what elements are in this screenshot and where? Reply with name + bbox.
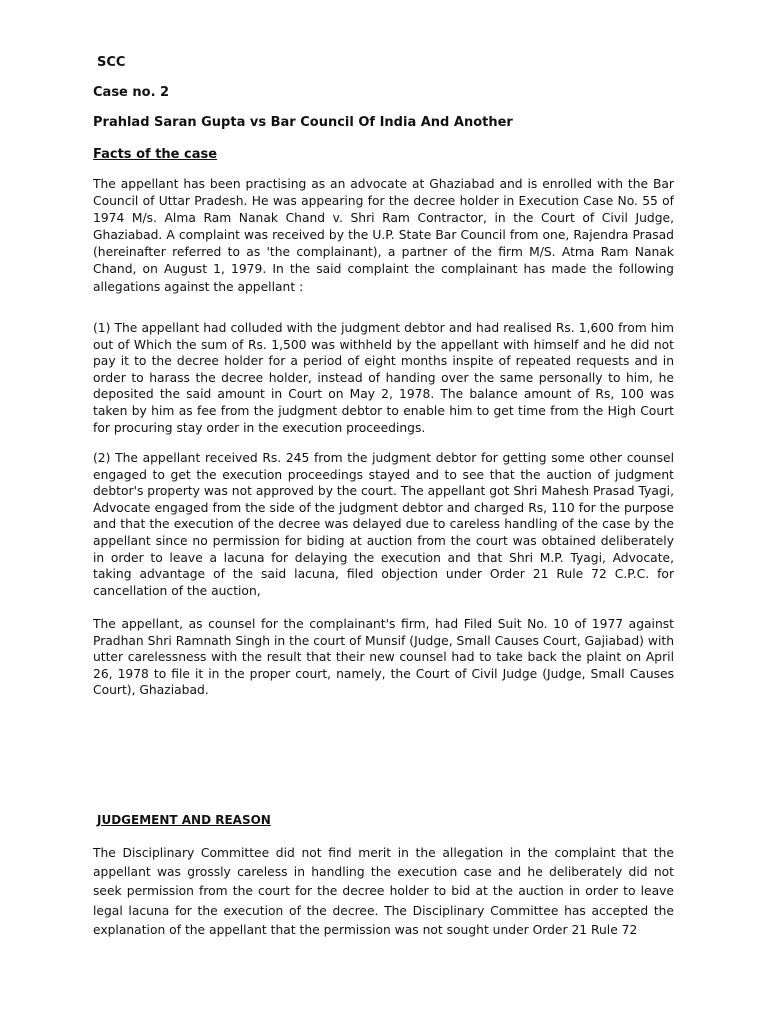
judgement-heading: JUDGEMENT AND REASON bbox=[97, 813, 271, 827]
facts-paragraph: The appellant has been practising as an advocate at Ghaziabad and is enrolled with the Bar Council of Uttar Pradesh. He was appearing for the decree holder in Execution Case No. 55 of 1974 M/s. Alma Ram Nanak Chand v. Shri Ram Contractor, in the Court of Civil Judge, Ghaziabad. A complaint was received by the U.P. State Bar Council from one, Rajendra Prasad (hereinafter referred to as 'the complainant), a partner of the firm M/S. Atma Ram Nanak Chand, on August 1, 1979. In the said complaint the complainant has made the following allegations against the appellant : bbox=[93, 177, 674, 294]
allegation-1-paragraph: (1) The appellant had colluded with the judgment debtor and had realised Rs. 1,600 from him out of Which the sum of Rs. 1,500 was withheld by the appellant with himself and he did not pay it to the decree holder for a period of eight months inspite of repeated requests and in order to harass the decree holder, instead of handing over the same personally to him, he deposited the said amount in Court on May 2, 1978. The balance amount of Rs, 100 was taken by him as fee from the judgment debtor to enable him to get time from the High Court for procuring stay order in the execution proceedings. bbox=[93, 321, 674, 435]
reporter-label: SCC bbox=[97, 55, 126, 70]
judgement-paragraph: The Disciplinary Committee did not find merit in the allegation in the complaint that the appellant was grossly careless in handling the execution case and he deliberately did not seek permission from the court for the decree holder to bid at the auction in order to leave legal lacuna for the execution of the decree. The Disciplinary Committee has accepted the explanation of the appellant that the permission was not sought under Order 21 Rule 72 bbox=[93, 846, 674, 937]
allegation-3-paragraph: The appellant, as counsel for the complainant's firm, had Filed Suit No. 10 of 1977 against Pradhan Shri Ramnath Singh in the court of Munsif (Judge, Small Causes Court, Gajiabad) with utter carelessness with the result that their new counsel had to take back the plaint on April 26, 1978 to file it in the proper court, namely, the Court of Civil Judge (Judge, Small Causes Court), Ghaziabad. bbox=[93, 617, 674, 698]
allegation-2-paragraph: (2) The appellant received Rs. 245 from the judgment debtor for getting some other counsel engaged to get the execution proceedings stayed and to see that the auction of judgment debtor's property was not approved by the court. The appellant got Shri Mahesh Prasad Tyagi, Advocate engaged from the side of the judgment debtor and charged Rs, 110 for the purpose and that the execution of the decree was delayed due to careless handling of the case by the appellant since no permission for biding at auction from the court was obtained deliberately in order to leave a lacuna for delaying the execution and that Shri M.P. Tyagi, Advocate, taking advantage of the said lacuna, filed objection under Order 21 Rule 72 C.P.C. for cancellation of the auction, bbox=[93, 451, 674, 598]
case-title: Prahlad Saran Gupta vs Bar Council Of India And Another bbox=[93, 115, 513, 130]
facts-heading: Facts of the case bbox=[93, 147, 218, 162]
case-number: Case no. 2 bbox=[93, 85, 170, 100]
